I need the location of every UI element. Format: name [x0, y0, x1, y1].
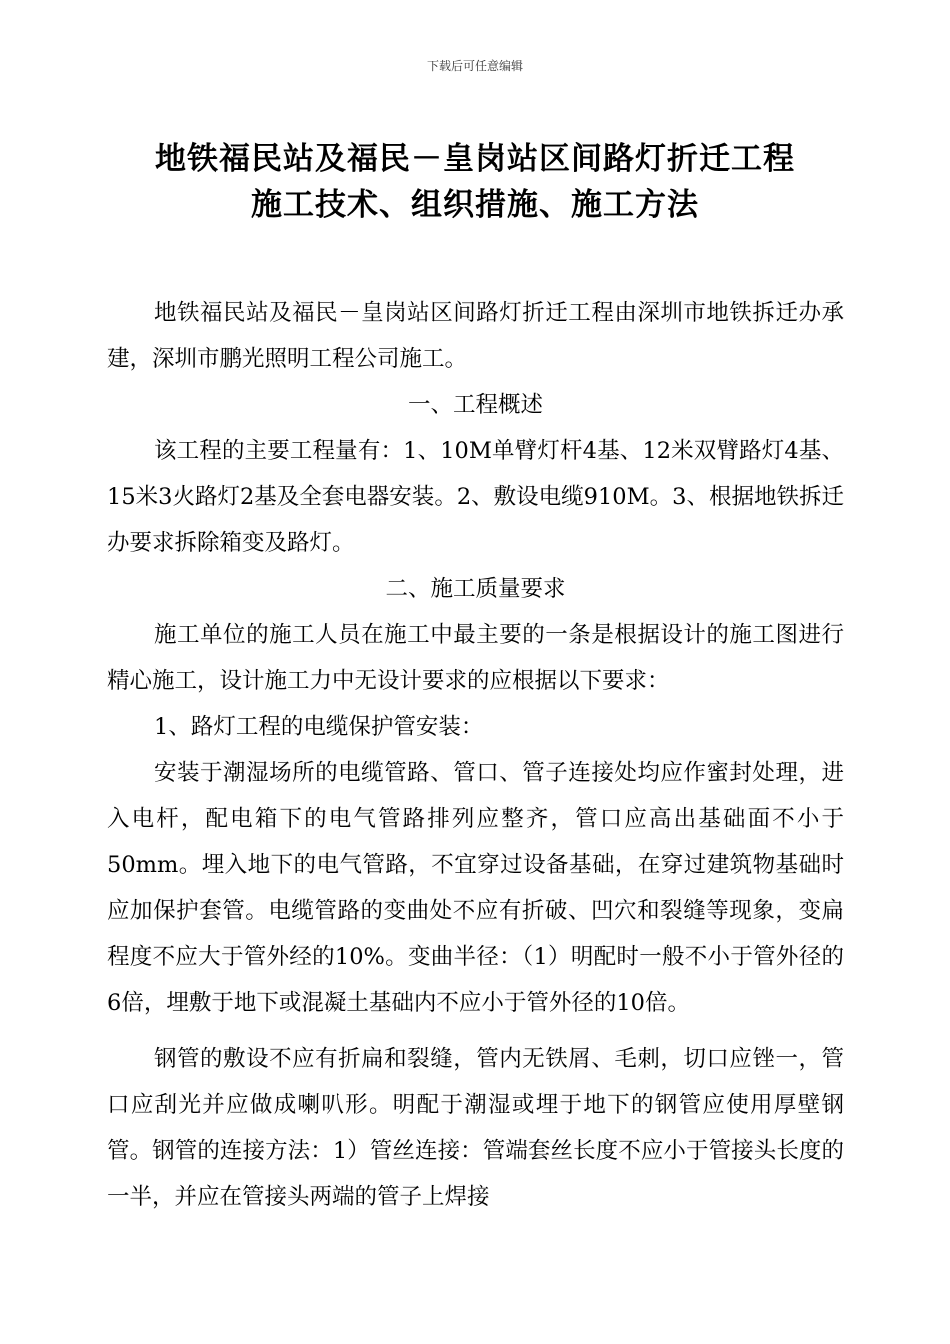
header-note: 下载后可任意编辑 — [426, 59, 523, 73]
document-title — [0, 136, 950, 228]
title-line-2: 施工技术、组织措施、施工方法 — [251, 187, 699, 223]
document-body — [107, 290, 844, 1220]
title-line-1: 地铁福民站及福民－皇岗站区间路灯折迁工程 — [155, 141, 795, 177]
quality-paragraph: 施工单位的施工人员在施工中最主要的一条是根据设计的施工图进行精心施工，设计施工力中无设计要求的应根据以下要求： — [107, 622, 844, 694]
section-heading-overview: 一、工程概述 — [407, 392, 543, 418]
item-heading-conduit: 1、路灯工程的电缆保护管安装： — [154, 714, 484, 740]
conduit-paragraph-1: 安装于潮湿场所的电缆管路、管口、管子连接处均应作蜜封处理，进入电杆，配电箱下的电气管路排列应整齐，管口应高出基础面不小于50mm。埋入地下的电气管路，不宜穿过设备基础，在穿过建筑物基础时应加保护套管。电缆管路的变曲处不应有折破、凹穴和裂缝等现象，变扁程度不应大于管外经的10%。变曲半径：（1）明配时一般不小于管外径的6倍，埋敷于地下或混凝土基础内不应小于管外径的10倍。 — [107, 760, 844, 1016]
section-heading-quality: 二、施工质量要求 — [385, 576, 566, 602]
overview-paragraph: 该工程的主要工程量有：1、10M单臂灯杆4基、12米双臂路灯4基、15米3火路灯2基及全套电器安装。2、敷设电缆910M。3、根据地铁拆迁办要求拆除箱变及路灯。 — [107, 438, 844, 556]
conduit-paragraph-2: 钢管的敷设不应有折扁和裂缝，管内无铁屑、毛刺，切口应锉一，管口应刮光并应做成喇叭形。明配于潮湿或埋于地下的钢管应使用厚壁钢管。钢管的连接方法：1）管丝连接：管端套丝长度不应小于管接头长度的一半，并应在管接头两端的管子上焊接 — [107, 1046, 844, 1210]
intro-paragraph: 地铁福民站及福民－皇岗站区间路灯折迁工程由深圳市地铁拆迁办承建，深圳市鹏光照明工程公司施工。 — [107, 300, 844, 372]
